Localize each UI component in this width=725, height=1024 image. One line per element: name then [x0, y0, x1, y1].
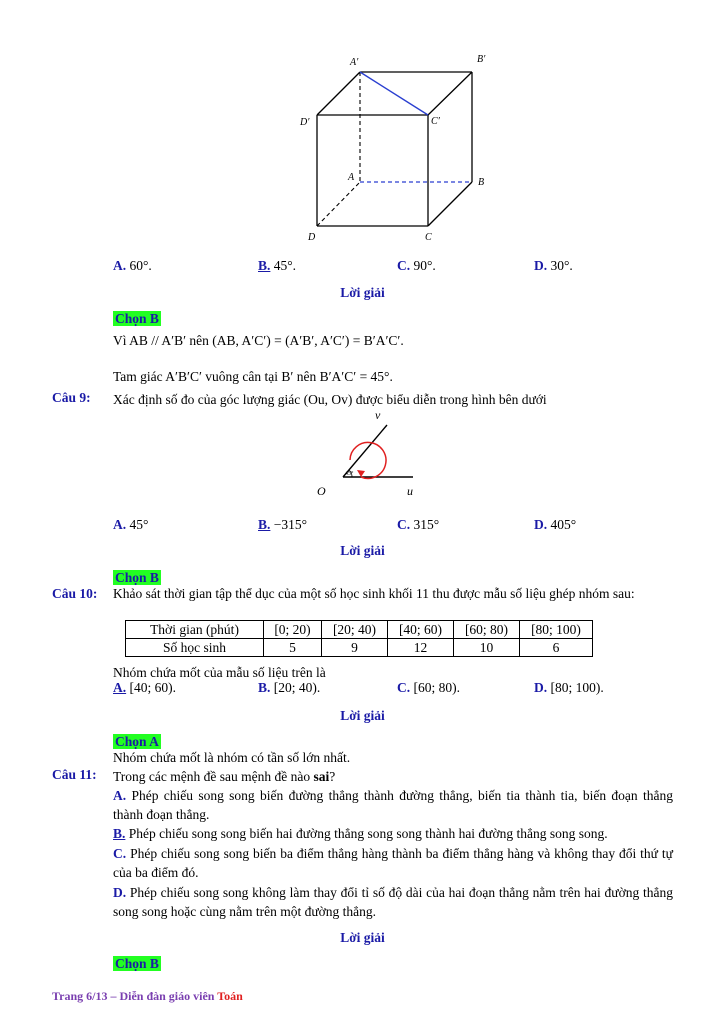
q11-chosen-badge: Chọn B [115, 956, 159, 971]
footer-page: Trang 6/13 [52, 989, 108, 1003]
q9-chosen-badge: Chọn B [115, 570, 159, 585]
label-d: D [308, 232, 316, 243]
q8-solution-line2: Tam giác A′B′C′ vuông cân tại B′ nên B′A′C′ = 45°. [113, 369, 393, 384]
q9-option-b[interactable]: B. −315° [258, 517, 308, 532]
table-cell: [20; 40) [322, 621, 388, 639]
label-c-prime: C′ [431, 116, 440, 127]
q9-option-c[interactable]: C. 315° [397, 517, 440, 532]
table-cell: [0; 20) [264, 621, 322, 639]
footer-subject: Toán [217, 989, 243, 1003]
q10-option-d[interactable]: D. [80; 100). [534, 680, 604, 695]
q9-option-d[interactable]: D. 405° [534, 517, 577, 532]
q9-solution-title: Lời giải [340, 543, 385, 558]
label-a-prime: A′ [350, 57, 359, 68]
q8-option-d[interactable]: D. 30°. [534, 258, 573, 273]
table-row [126, 639, 593, 657]
q8-option-c[interactable]: C. 90°. [397, 258, 436, 273]
table-cell: 10 [454, 639, 520, 657]
table-cell: Số học sinh [126, 639, 264, 657]
q11-option-a[interactable]: A. Phép chiếu song song biến đường thẳng thành đường thẳng, biến tia thành tia, biến đoạn thẳng thành đoạn thẳng. [113, 788, 673, 822]
q11-option-d[interactable]: D. Phép chiếu song song không làm thay đổi tỉ số độ dài của hai đoạn thẳng nằm trên hai đường thẳng song song hoặc cùng nằm trên một đường thẳng. [113, 885, 673, 919]
q8-solution-line1: Vì AB // A′B′ nên (AB, A′C′) = (A′B′, A′C′) = B′A′C′. [113, 333, 404, 348]
label-c: C [425, 232, 432, 243]
q10-explanation: Nhóm chứa mốt là nhóm có tần số lớn nhất. [113, 750, 351, 765]
label-d-prime: D′ [300, 117, 310, 128]
cube-figure [290, 45, 500, 245]
label-b-prime: B′ [477, 54, 486, 65]
table-cell: 5 [264, 639, 322, 657]
q10-number: Câu 10: [52, 586, 98, 601]
table-cell: Thời gian (phút) [126, 621, 264, 639]
label-u: u [407, 484, 413, 498]
q11-option-b[interactable]: B. Phép chiếu song song biến hai đường thẳng song song thành hai đường thẳng song song. [113, 826, 608, 841]
q10-prompt: Nhóm chứa mốt của mẫu số liệu trên là [113, 665, 326, 680]
q10-option-a[interactable]: A. [40; 60). [113, 680, 176, 695]
q9-option-a[interactable]: A. 45° [113, 517, 149, 532]
q8-option-b[interactable]: B. 45°. [258, 258, 297, 273]
table-cell: [60; 80) [454, 621, 520, 639]
label-o: O [317, 484, 326, 498]
q8-option-a[interactable]: A. 60°. [113, 258, 152, 273]
q8-chosen-badge: Chọn B [115, 311, 159, 326]
q11-number: Câu 11: [52, 767, 97, 782]
page-footer: Trang 6/13 – Diễn đàn giáo viên Toán [52, 989, 243, 1003]
q10-option-b[interactable]: B. [20; 40). [258, 680, 321, 695]
label-a: A [348, 172, 355, 183]
label-v: v [375, 408, 381, 422]
footer-forum: Diễn đàn giáo viên [119, 989, 218, 1003]
label-angle: 45° [345, 471, 354, 477]
q11-solution-title: Lời giải [340, 930, 385, 945]
table-cell: 12 [388, 639, 454, 657]
q10-solution-title: Lời giải [340, 708, 385, 723]
frequency-table [125, 620, 593, 657]
table-cell: 9 [322, 639, 388, 657]
table-cell: [80; 100) [520, 621, 593, 639]
table-cell: [40; 60) [388, 621, 454, 639]
q10-option-c[interactable]: C. [60; 80). [397, 680, 460, 695]
q10-chosen-badge: Chọn A [115, 734, 159, 749]
q9-question: Xác định số đo của góc lượng giác (Ou, Ov) được biểu diễn trong hình bên dưới [113, 392, 547, 407]
q8-solution-title: Lời giải [340, 285, 385, 300]
q11-question: Trong các mệnh đề sau mệnh đề nào sai? [113, 769, 336, 784]
table-cell: 6 [520, 639, 593, 657]
q9-number: Câu 9: [52, 390, 91, 405]
label-b: B [478, 177, 485, 188]
angle-figure [295, 405, 430, 510]
q10-question: Khảo sát thời gian tập thể dục của một số học sinh khối 11 thu được mẫu số liệu ghép nhóm sau: [113, 586, 635, 601]
q11-option-c[interactable]: C. Phép chiếu song song biến ba điểm thẳng hàng thành ba điểm thẳng hàng và không thay đổi thứ tự của ba điểm đó. [113, 846, 673, 880]
table-row [126, 621, 593, 639]
